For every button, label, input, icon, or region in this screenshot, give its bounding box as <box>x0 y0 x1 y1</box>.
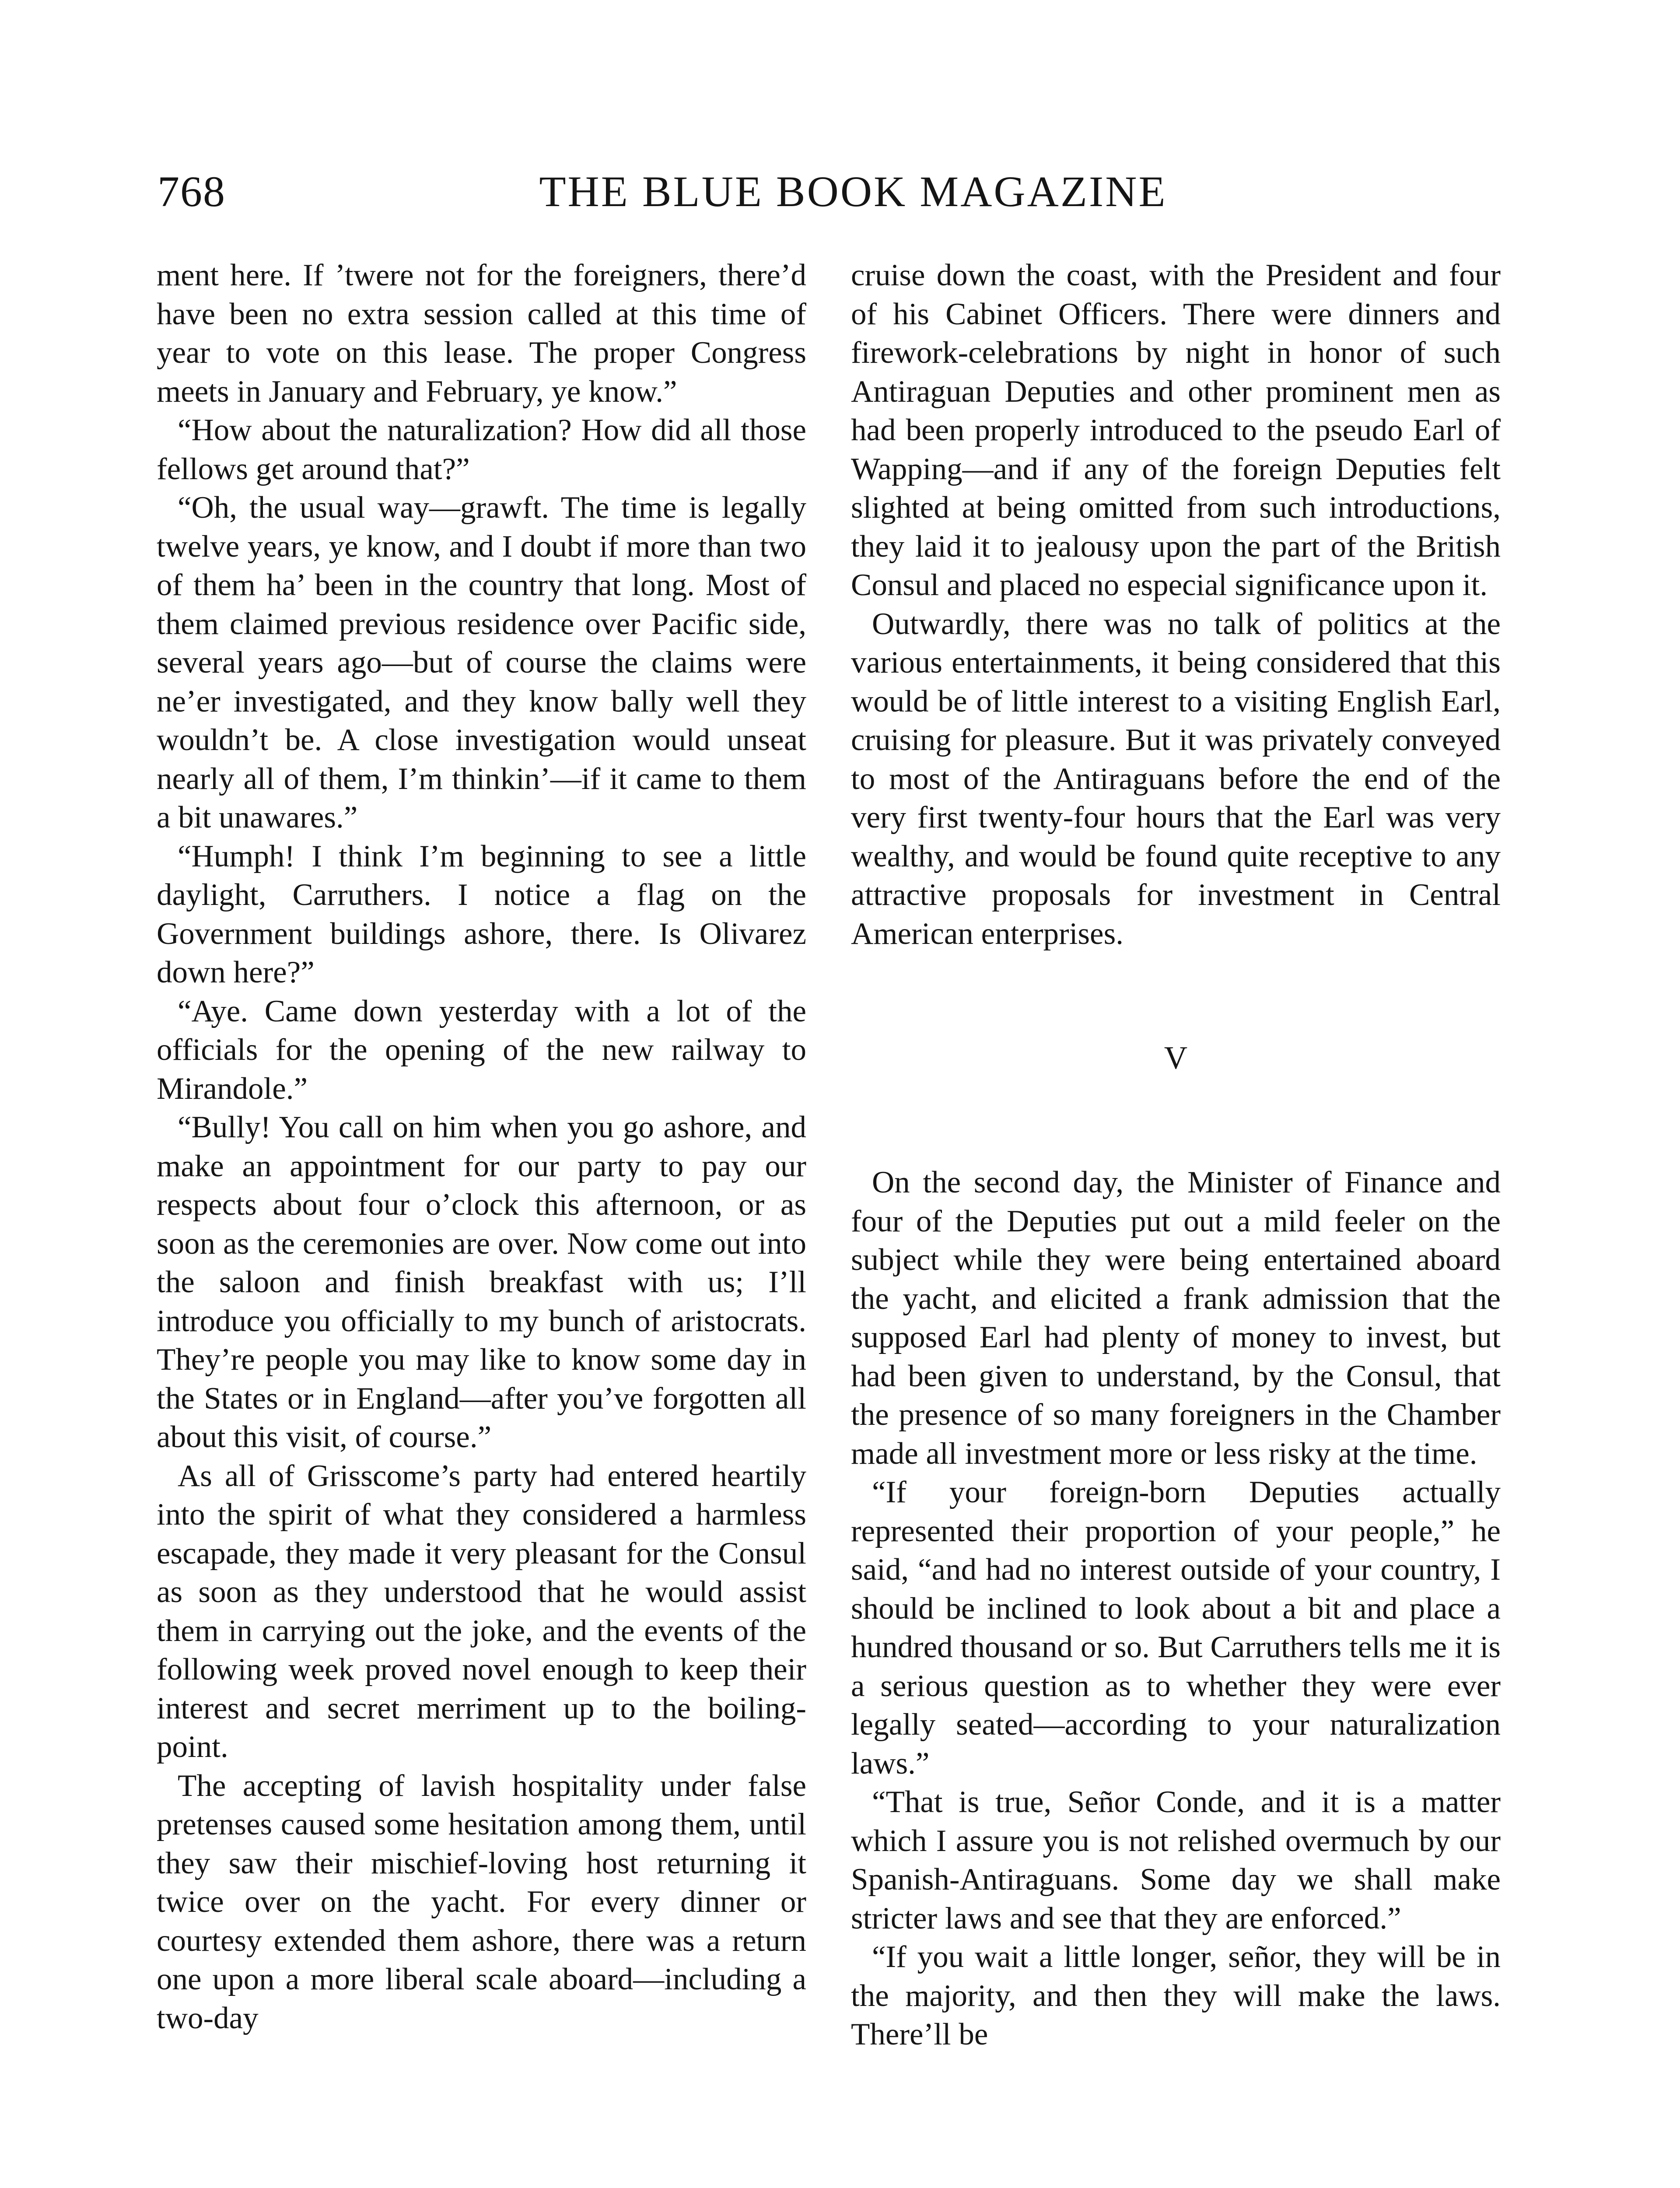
paragraph: “Oh, the usual way—grawft. The time is legally twelve years, ye know, and I doubt if more than two of them ha’ been in the country that long. Most of them claimed previous residence over Pacific side, several years ago—but of course the claims were ne’er investigated, and they know bally well they wouldn’t be. A close investigation would unseat nearly all of them, I’m thinkin’—if it came to them a bit unawares.” <box>157 491 806 835</box>
paragraph: cruise down the coast, with the President and four of his Cabinet Officers. There were dinners and firework-celebrations by night in honor of such Antiraguan Deputies and other prominent men as had been properly introduced to the pseudo Earl of Wapping—and if any of the foreign Deputies felt slighted at being omitted from such introductions, they laid it to jealousy upon the part of the British Consul and placed no especial significance upon it. <box>851 258 1501 602</box>
paragraph: “If your foreign-born Deputies actually represented their proportion of your people,” he said, “and had no interest outside of your country, I should be inclined to look about a bit and place a hundred thousand or so. But Carruthers tells me it is a serious question as to whether they were ever legally seated—according to your naturalization laws.” <box>851 1475 1501 1781</box>
left-column <box>157 256 806 2037</box>
paragraph: Outwardly, there was no talk of politics at the various entertainments, it being considered that this would be of little interest to a visiting English Earl, cruising for pleasure. But it was privately conveyed to most of the Antiraguans before the end of the very first twenty-four hours that the Earl was very wealthy, and would be found quite receptive to any attractive proposals for investment in Central American enterprises. <box>851 607 1501 951</box>
paragraph: “How about the naturalization? How did all those fellows get around that?” <box>157 413 806 486</box>
paragraph: “Bully! You call on him when you go ashore, and make an appointment for our party to pay our respects about four o’clock this afternoon, or as soon as the ceremonies are over. Now come out into the saloon and finish breakfast with us; I’ll introduce you officially to my bunch of aristocrats. They’re people you may like to know some day in the States or in England—after you’ve forgotten all about this visit, of course.” <box>157 1110 806 1454</box>
paragraph: As all of Grisscome’s party had entered heartily into the spirit of what they considered a harmless escapade, they made it very pleasant for the Consul as soon as they understood that he would assist them in carrying out the joke, and the events of the following week proved novel enough to keep their interest and secret merriment up to the boiling-point. <box>157 1459 806 1764</box>
page-number: 768 <box>158 167 226 216</box>
paragraph: ment here. If ’twere not for the foreigners, there’d have been no extra session called at this time of year to vote on this lease. The proper Congress meets in January and February, ye know.” <box>157 258 806 409</box>
running-head: THE BLUE BOOK MAGAZINE <box>539 167 1167 216</box>
paragraph: “That is true, Señor Conde, and it is a matter which I assure you is not relished overmuch by our Spanish-Antiraguans. Some day we shall make stricter laws and see that they are enforced.” <box>851 1785 1501 1936</box>
paragraph: “Aye. Came down yesterday with a lot of the officials for the opening of the new railway to Mirandole.” <box>157 994 806 1106</box>
section-heading: V <box>1164 1040 1188 1076</box>
paragraph: The accepting of lavish hospitality under false pretenses caused some hesitation among them, until they saw their mischief-loving host returning it twice over on the yacht. For every dinner or courtesy extended them ashore, there was a return one upon a more liberal scale aboard—including a two-day <box>157 1768 806 2035</box>
paragraph: “If you wait a little longer, señor, they will be in the majority, and then they will make the laws. There’ll be <box>851 1940 1501 2051</box>
paragraph: On the second day, the Minister of Finance and four of the Deputies put out a mild feeler on the subject while they were being entertained aboard the yacht, and elicited a frank admission that the supposed Earl had plenty of money to invest, but had been given to understand, by the Consul, that the presence of so many foreigners in the Chamber made all investment more or less risky at the time. <box>851 1165 1501 1471</box>
right-column <box>851 256 1501 2054</box>
paragraph: “Humph! I think I’m beginning to see a little daylight, Carruthers. I notice a flag on the Government buildings ashore, there. Is Olivarez down here?” <box>157 839 806 989</box>
